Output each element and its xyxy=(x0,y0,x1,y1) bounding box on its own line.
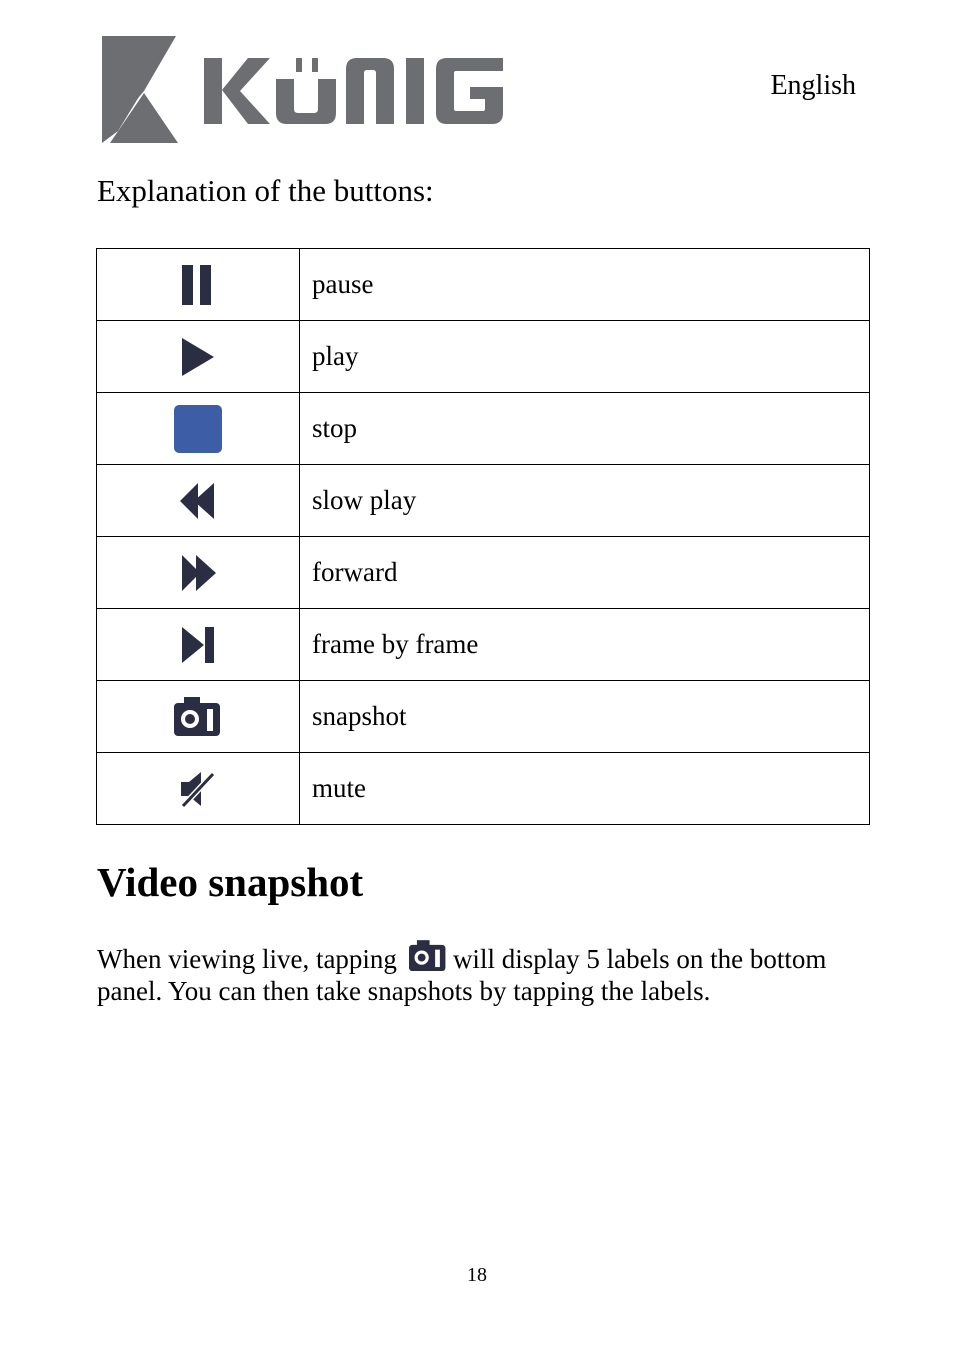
stop-icon xyxy=(173,404,223,454)
video-snapshot-heading: Video snapshot xyxy=(97,859,364,905)
table-row xyxy=(97,753,870,825)
button-label: play xyxy=(300,321,870,393)
button-label: slow play xyxy=(300,465,870,537)
paragraph-text-before: When viewing live, tapping xyxy=(97,944,397,974)
button-label: forward xyxy=(300,537,870,609)
table-row xyxy=(97,321,870,393)
fast-forward-icon xyxy=(180,553,216,593)
button-label: pause xyxy=(300,249,870,321)
paragraph-text-after: will display 5 labels on the bottom panel. You can then take snapshots by tapping the labels. xyxy=(97,944,827,1006)
rewind-icon xyxy=(180,481,216,521)
konig-logo xyxy=(98,33,518,145)
buttons-section-title: Explanation of the buttons: xyxy=(97,173,434,208)
button-label: snapshot xyxy=(300,681,870,753)
table-row xyxy=(97,609,870,681)
button-label: frame by frame xyxy=(300,609,870,681)
button-label: mute xyxy=(300,753,870,825)
table-row xyxy=(97,465,870,537)
button-label: stop xyxy=(300,393,870,465)
camera-icon xyxy=(409,940,447,972)
camera-icon xyxy=(174,697,222,737)
skip-next-icon xyxy=(180,625,216,665)
table-row xyxy=(97,393,870,465)
table-row xyxy=(97,681,870,753)
mute-icon xyxy=(179,770,217,808)
table-row xyxy=(97,249,870,321)
play-icon xyxy=(180,336,216,378)
table-row xyxy=(97,537,870,609)
video-snapshot-paragraph xyxy=(97,940,867,1007)
button-explanation-table xyxy=(96,248,870,825)
page-number: 18 xyxy=(467,1264,487,1286)
pause-icon xyxy=(182,265,214,305)
language-label: English xyxy=(770,70,856,101)
